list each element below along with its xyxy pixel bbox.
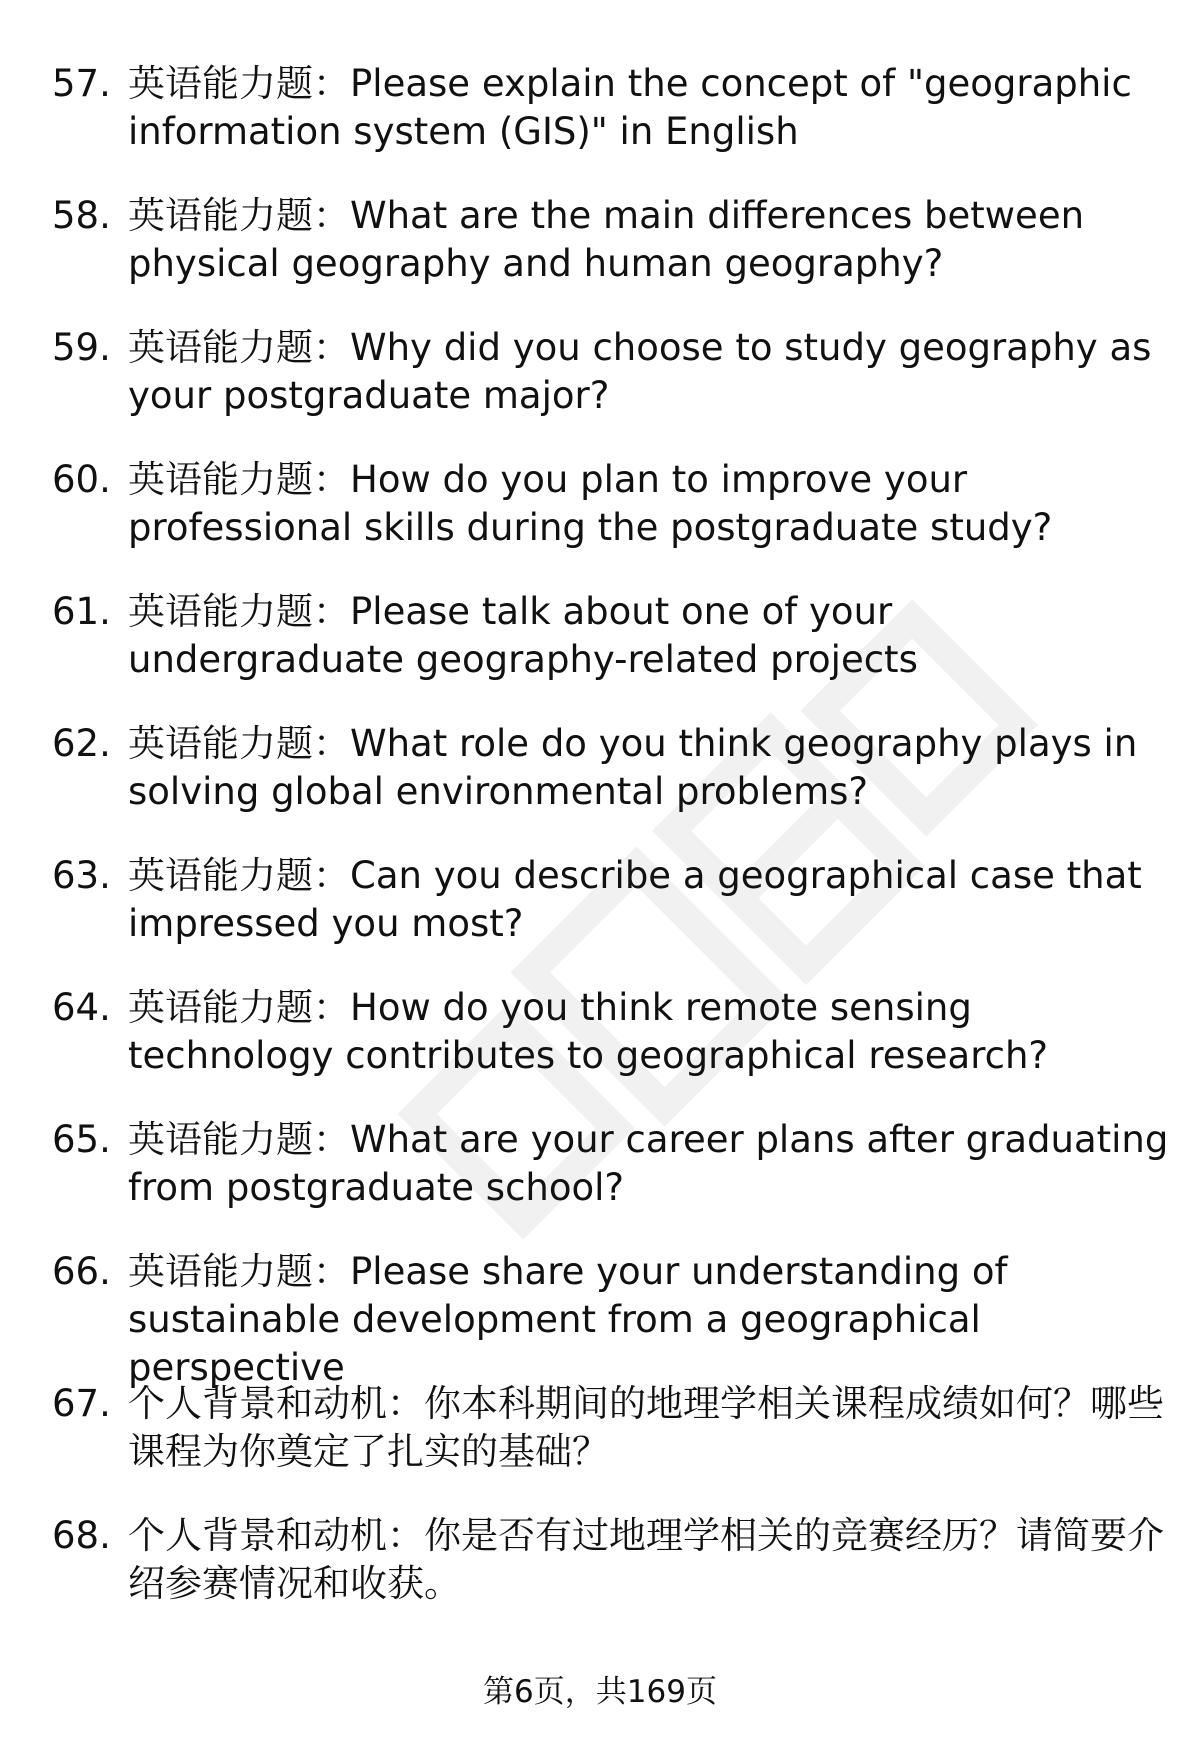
question-item [0, 1380, 1200, 1512]
question-text: 个人背景和动机：你是否有过地理学相关的竞赛经历？请简要介绍参赛情况和收获。 [128, 1514, 1164, 1605]
question-item [0, 588, 1200, 720]
question-text: 英语能力题：Please talk about one of your undergraduate geography-related projects [128, 590, 918, 681]
question-number: 64. [52, 986, 111, 1029]
question-text: 英语能力题：What role do you think geography plays in solving global environmental problems? [128, 722, 1138, 813]
question-text: 英语能力题：How do you plan to improve your professional skills during the postgraduate study? [128, 458, 1053, 549]
question-item [0, 720, 1200, 852]
question-text: 个人背景和动机：你本科期间的地理学相关课程成绩如何？哪些课程为你奠定了扎实的基础？ [128, 1382, 1164, 1473]
question-text: 英语能力题：How do you think remote sensing technology contributes to geographical research? [128, 986, 1049, 1077]
question-number: 59. [52, 326, 111, 369]
question-number: 68. [52, 1514, 111, 1557]
question-number: 63. [52, 854, 111, 897]
question-number: 67. [52, 1382, 111, 1425]
question-number: 61. [52, 590, 111, 633]
question-text: 英语能力题：Please explain the concept of "geographic information system (GIS)" in English [128, 62, 1132, 153]
question-number: 57. [52, 62, 111, 105]
question-item [0, 1116, 1200, 1248]
question-item [0, 1512, 1200, 1644]
page-number: 第6页，共169页 [483, 1674, 717, 1710]
question-number: 62. [52, 722, 111, 765]
question-item [0, 852, 1200, 984]
question-item [0, 456, 1200, 588]
question-number: 66. [52, 1250, 111, 1293]
question-text: 英语能力题：Can you describe a geographical case that impressed you most? [128, 854, 1142, 945]
question-number: 58. [52, 194, 111, 237]
question-text: 英语能力题：Please share your understanding of sustainable development from a geographical perspective [128, 1250, 1008, 1389]
question-number: 65. [52, 1118, 111, 1161]
question-item [0, 60, 1200, 192]
question-text: 英语能力题：Why did you choose to study geography as your postgraduate major? [128, 326, 1152, 417]
question-item [0, 1248, 1200, 1389]
question-text: 英语能力题：What are your career plans after graduating from postgraduate school? [128, 1118, 1169, 1209]
question-item [0, 192, 1200, 324]
question-number: 60. [52, 458, 111, 501]
question-item [0, 324, 1200, 456]
question-item [0, 984, 1200, 1116]
question-list [0, 60, 1200, 1644]
question-text: 英语能力题：What are the main differences between physical geography and human geography? [128, 194, 1085, 285]
